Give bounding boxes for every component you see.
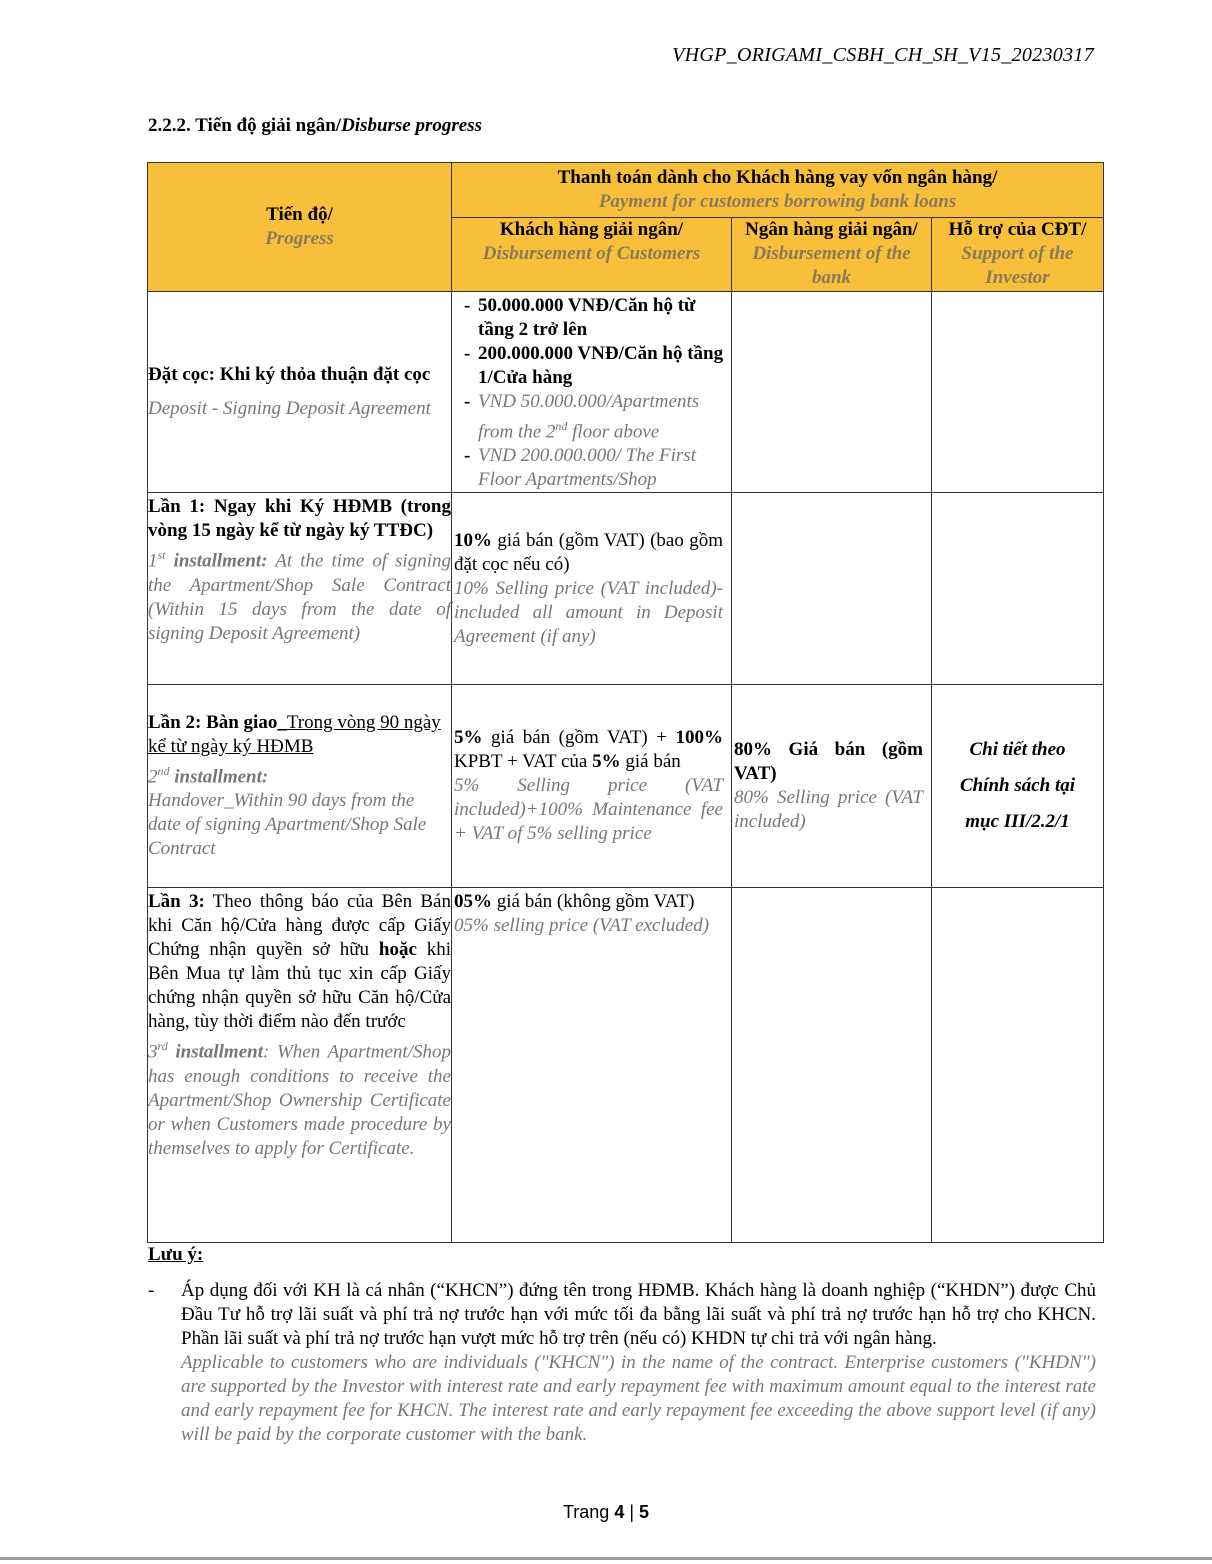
third-support — [932, 888, 1104, 1243]
header-row-1 — [148, 163, 1104, 218]
header-bank: Ngân hàng giải ngân/ Disbursement of the bank — [732, 218, 932, 292]
header-payment-group: Thanh toán dành cho Khách hàng vay vốn ngân hàng/ Payment for customers borrowing bank loans — [452, 163, 1104, 218]
row-third-installment — [148, 888, 1104, 1243]
header-progress: Tiến độ/ Progress — [148, 163, 452, 292]
third-progress: Lần 3: Theo thông báo của Bên Bán khi Căn hộ/Cửa hàng được cấp Giấy Chứng nhận quyền sở hữu hoặc khi Bên Mua tự làm thủ tục xin cấp Giấy chứng nhận quyền sở hữu Căn hộ/Cửa hàng, tùy thời điểm nào đến trước 3rd installment: When Apartment/Shop has enough conditions to receive the Apartment/Shop Ownership Certificate or when Customers made procedure by themselves to apply for Certificate. — [148, 888, 452, 1243]
third-bank — [732, 888, 932, 1243]
note-item: - Áp dụng đối với KH là cá nhân (“KHCN”) đứng tên trong HĐMB. Khách hàng là doanh nghiệp (“KHDN”) được Chủ Đầu Tư hỗ trợ lãi suất và phí trả nợ trước hạn với mức tối đa bằng lãi suất và phí trả nợ trước hạn hỗ trợ cho KHCN. Phần lãi suất và phí trả nợ trước hạn vượt mức hỗ trợ trên (nếu có) KHDN tự chi trả với ngân hàng. Applicable to customers who are individuals ("KHCN") in the name of the contract. Enterprise customers ("KHDN") are supported by the Investor with interest rate and early repayment fee with maximum amount equal to the interest rate and early repayment fee for KHCN. The interest rate and early repayment fee exceeding the above support level (if any) will be paid by the corporate customer with the bank. — [148, 1280, 1096, 1445]
document-code: VHGP_ORIGAMI_CSBH_CH_SH_V15_20230317 — [672, 44, 1094, 66]
deposit-support — [932, 292, 1104, 493]
disburse-table — [147, 162, 1104, 1243]
first-progress: Lần 1: Ngay khi Ký HĐMB (trong vòng 15 ngày kể từ ngày ký TTĐC) 1st installment: At the time of signing the Apartment/Shop Sale Contract (Within 15 days from the date of signing Deposit Agreement) — [148, 493, 452, 685]
page-footer: Trang 4 | 5 — [562, 1502, 650, 1522]
second-customers: 5% giá bán (gồm VAT) + 100% KPBT + VAT của 5% giá bán 5% Selling price (VAT included)+100% Maintenance fee + VAT of 5% selling price — [452, 685, 732, 888]
section-heading: 2.2.2. Tiến độ giải ngân/Disburse progress — [148, 115, 483, 136]
note-title: Lưu ý: — [148, 1244, 204, 1265]
deposit-progress: Đặt cọc: Khi ký thỏa thuận đặt cọc Deposit - Signing Deposit Agreement — [148, 292, 452, 493]
bottom-divider — [0, 1557, 1212, 1560]
row-deposit — [148, 292, 1104, 493]
header-support: Hỗ trợ của CĐT/ Support of the Investor — [932, 218, 1104, 292]
deposit-bank — [732, 292, 932, 493]
first-bank — [732, 493, 932, 685]
third-customers: 05% giá bán (không gồm VAT) 05% selling price (VAT excluded) — [452, 888, 732, 1243]
note-en: Applicable to customers who are individuals ("KHCN") in the name of the contract. Enterprise customers ("KHDN") are supported by the Investor with interest rate and early repayment fee with maximum amount equal to the interest rate and early repayment fee for KHCN. The interest rate and early repayment fee exceeding the above support level (if any) will be paid by the corporate customer with the bank. — [181, 1352, 1096, 1445]
second-bank: 80% Giá bán (gồm VAT) 80% Selling price (VAT included) — [732, 685, 932, 888]
second-support: Chi tiết theo Chính sách tại mục III/2.2/1 — [932, 685, 1104, 888]
first-customers: 10% giá bán (gồm VAT) (bao gồm đặt cọc nếu có) 10% Selling price (VAT included)- included all amount in Deposit Agreement (if any) — [452, 493, 732, 685]
second-progress: Lần 2: Bàn giao_Trong vòng 90 ngày kể từ ngày ký HĐMB 2nd installment: Handover_Within 90 days from the date of signing Apartment/Shop Sale Contract — [148, 685, 452, 888]
row-second-installment — [148, 685, 1104, 888]
first-support — [932, 493, 1104, 685]
header-customers: Khách hàng giải ngân/ Disbursement of Customers — [452, 218, 732, 292]
deposit-customers: - 50.000.000 VNĐ/Căn hộ từ tầng 2 trở lên - 200.000.000 VNĐ/Căn hộ tầng 1/Cửa hàng - VND 50.000.000/Apartments from the 2nd floor above - VND 200.000.000/ The First Floor Apartments/Shop — [452, 292, 732, 493]
row-first-installment — [148, 493, 1104, 685]
note-vi: Áp dụng đối với KH là cá nhân (“KHCN”) đứng tên trong HĐMB. Khách hàng là doanh nghiệp (“KHDN”) được Chủ Đầu Tư hỗ trợ lãi suất và phí trả nợ trước hạn với mức tối đa bằng lãi suất và phí trả nợ trước hạn hỗ trợ cho KHCN. Phần lãi suất và phí trả nợ trước hạn vượt mức hỗ trợ trên (nếu có) KHDN tự chi trả với ngân hàng. — [181, 1280, 1096, 1349]
